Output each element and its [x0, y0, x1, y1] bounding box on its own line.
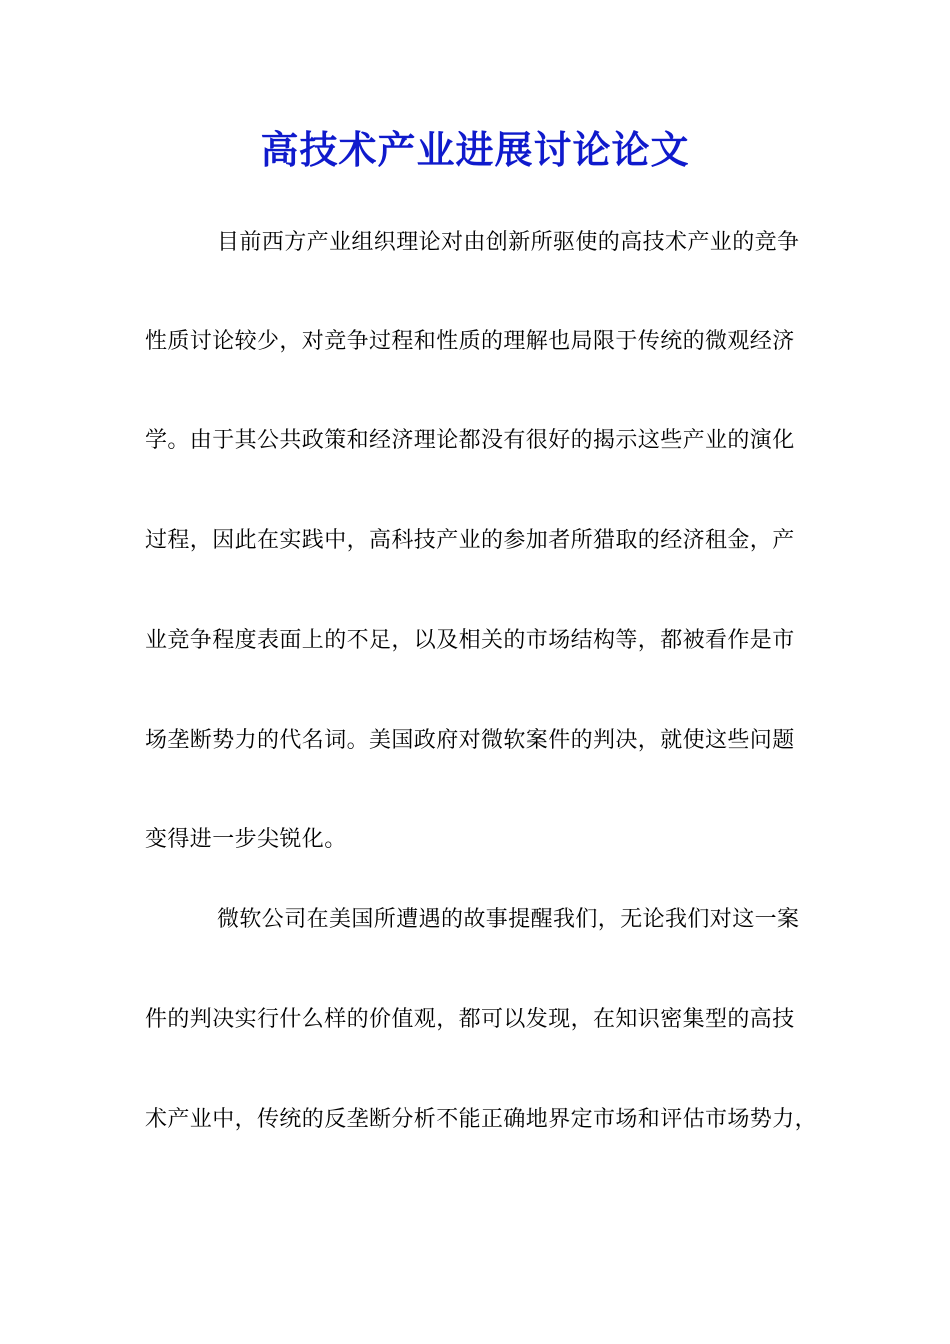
paragraph-line: 场垄断势力的代名词。美国政府对微软案件的判决，就使这些问题 [145, 728, 795, 753]
document-title: 高技术产业进展讨论论文 [260, 127, 690, 172]
paragraph-line: 变得进一步尖锐化。 [145, 827, 347, 852]
paragraph-line: 过程，因此在实践中，高科技产业的参加者所猎取的经济租金，产 [145, 528, 795, 553]
paragraph-line: 件的判决实行什么样的价值观，都可以发现，在知识密集型的高技 [145, 1007, 795, 1032]
paragraph-line: 术产业中，传统的反垄断分析不能正确地界定市场和评估市场势力， [145, 1107, 818, 1132]
paragraph-line: 性质讨论较少，对竞争过程和性质的理解也局限于传统的微观经济 [145, 329, 795, 354]
paragraph-line: 业竞争程度表面上的不足，以及相关的市场结构等，都被看作是市 [145, 628, 795, 653]
paragraph-line: 学。由于其公共政策和经济理论都没有很好的揭示这些产业的演化 [145, 428, 795, 453]
paragraph-line: 目前西方产业组织理论对由创新所驱使的高技术产业的竞争 [217, 230, 800, 255]
paragraph-line: 微软公司在美国所遭遇的故事提醒我们，无论我们对这一案 [217, 907, 800, 932]
